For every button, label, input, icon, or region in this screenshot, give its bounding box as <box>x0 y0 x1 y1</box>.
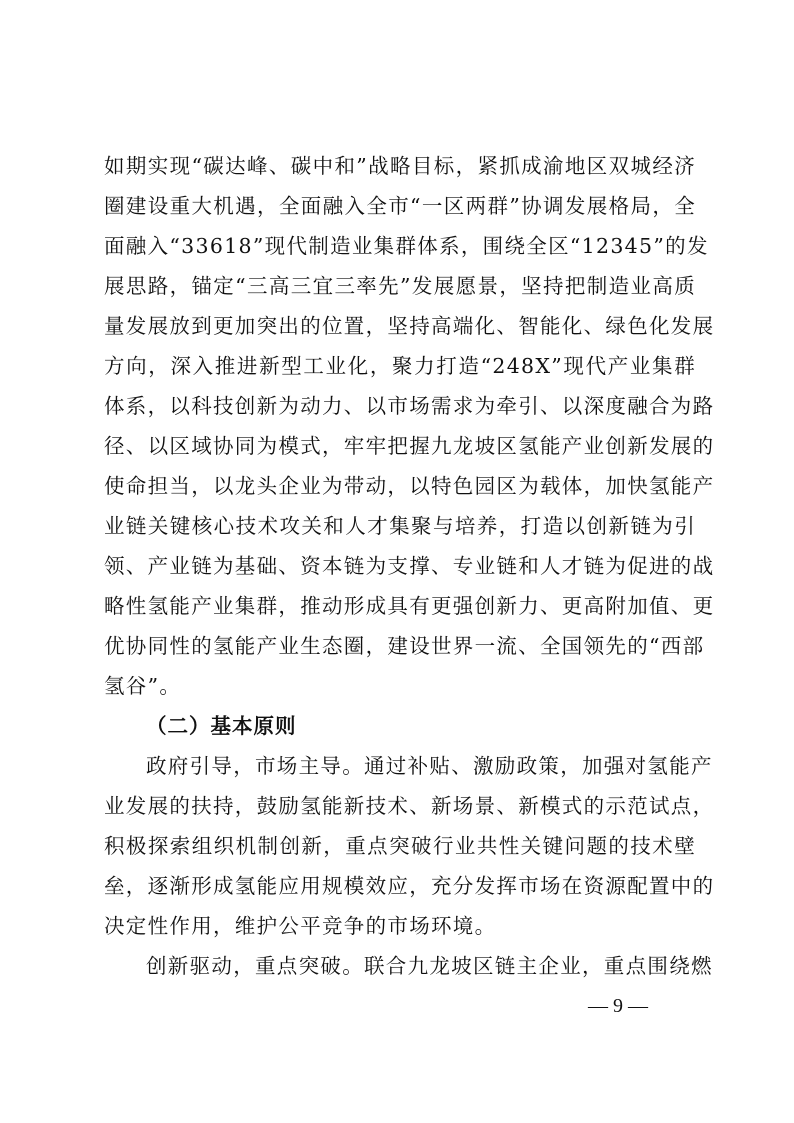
body-text-line: 量发展放到更加突出的位置，坚持高端化、智能化、绿色化发展 <box>104 314 715 338</box>
section-heading: （二）基本原则 <box>146 714 297 738</box>
body-text-line: 径、以区域协同为模式，牢牢把握九龙坡区氢能产业创新发展的 <box>104 434 715 458</box>
body-text-line: 圈建设重大机遇，全面融入全市“一区两群”协调发展格局，全 <box>104 194 696 218</box>
body-text-line: 体系，以科技创新为动力、以市场需求为牵引、以深度融合为路 <box>104 394 715 418</box>
body-text-line: 使命担当，以龙头企业为带动，以特色园区为载体，加快氢能产 <box>104 474 715 498</box>
body-text-line: 氢谷”。 <box>104 674 182 698</box>
body-text-line: 领、产业链为基础、资本链为支撑、专业链和人才链为促进的战 <box>104 554 715 578</box>
paragraph-first-line: 政府引导，市场主导。通过补贴、激励政策，加强对氢能产 <box>146 754 713 778</box>
body-text-line: 业发展的扶持，鼓励氢能新技术、新场景、新模式的示范试点， <box>104 794 715 818</box>
body-text-line: 面融入“33618”现代制造业集群体系，围绕全区“12345”的发 <box>104 234 709 258</box>
body-text-line: 略性氢能产业集群，推动形成具有更强创新力、更高附加值、更 <box>104 594 715 618</box>
body-text-line: 业链关键核心技术攻关和人才集聚与培养，打造以创新链为引 <box>104 514 696 538</box>
paragraph-first-line: 创新驱动，重点突破。联合九龙坡区链主企业，重点围绕燃 <box>146 954 713 978</box>
page-number: — 9 — <box>588 995 648 1017</box>
body-text-line: 如期实现“碳达峰、碳中和”战略目标，紧抓成渝地区双城经济 <box>104 154 696 178</box>
body-text-line: 展思路，锚定“三高三宜三率先”发展愿景，坚持把制造业高质 <box>104 274 696 298</box>
body-text-line: 优协同性的氢能产业生态圈，建设世界一流、全国领先的“西部 <box>104 634 705 658</box>
body-text-line: 垒，逐渐形成氢能应用规模效应，充分发挥市场在资源配置中的 <box>104 874 715 898</box>
body-text-line: 积极探索组织机制创新，重点突破行业共性关键问题的技术壁 <box>104 834 696 858</box>
body-text-line: 决定性作用，维护公平竞争的市场环境。 <box>104 914 497 938</box>
body-text-line: 方向，深入推进新型工业化，聚力打造“248X”现代产业集群 <box>104 354 696 378</box>
